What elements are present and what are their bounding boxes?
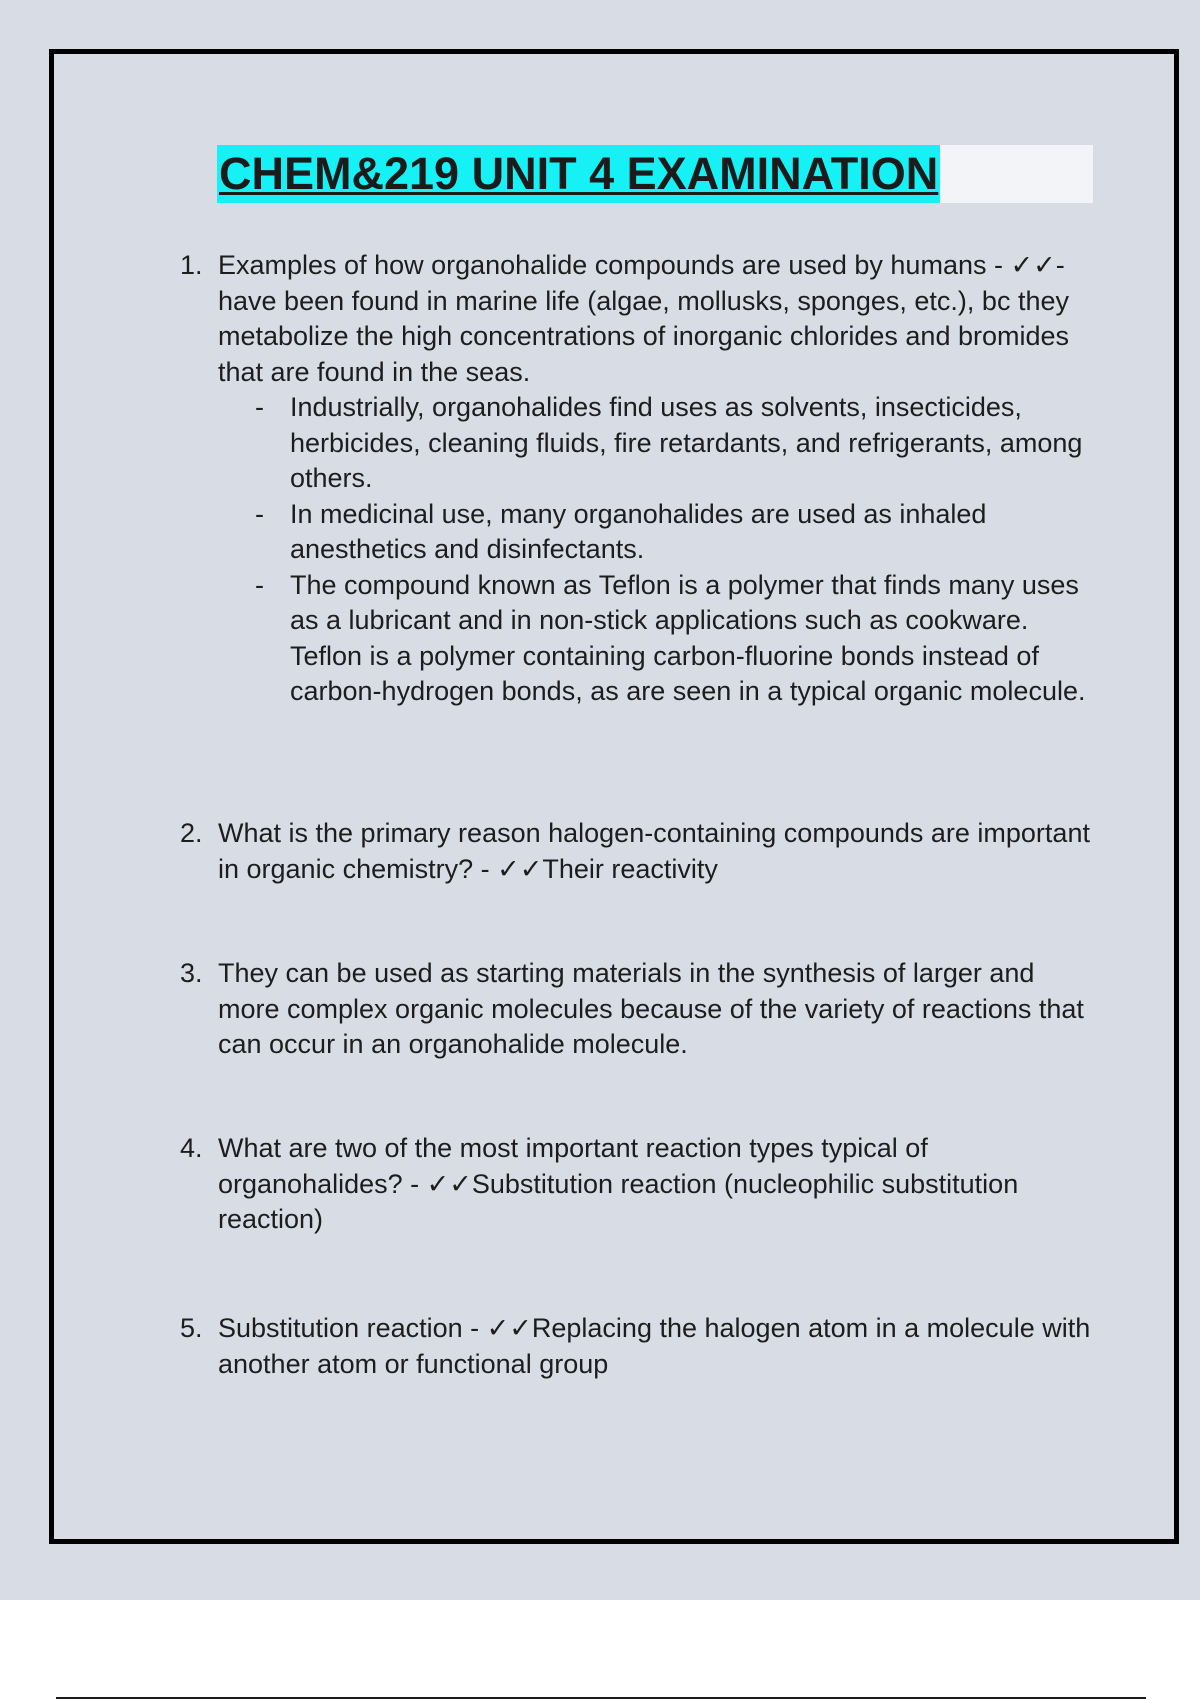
- footer-divider: [56, 1697, 1146, 1699]
- question-text: What is the primary reason halogen-containing compounds are important in organic chemistry? - ✓✓Their reactivity: [218, 818, 1090, 884]
- bullet-item: [180, 497, 1095, 568]
- bullet-text: Industrially, organohalides find uses as solvents, insecticides, herbicides, cleaning fluids, fire retardants, and refrigerants, among others.: [290, 392, 1083, 493]
- question-text: They can be used as starting materials in the synthesis of larger and more complex organic molecules because of the variety of reactions that can occur in an organohalide molecule.: [218, 958, 1084, 1059]
- question-number: 2.: [180, 818, 203, 848]
- bullet-item: [180, 568, 1095, 710]
- bullet-text: In medicinal use, many organohalides are used as inhaled anesthetics and disinfectants.: [290, 498, 987, 564]
- bullet-dash: -: [255, 569, 264, 600]
- question-5: [180, 1311, 1095, 1382]
- bullet-dash: -: [255, 498, 264, 529]
- title-banner: [217, 145, 1093, 203]
- question-text: Substitution reaction - ✓✓Replacing the halogen atom in a molecule with another atom or functional group: [218, 1313, 1091, 1379]
- question-number: 3.: [180, 958, 203, 988]
- question-number: 1.: [180, 250, 203, 280]
- question-text: Examples of how organohalide compounds are used by humans - ✓✓- have been found in marine life (algae, mollusks, sponges, etc.), bc they metabolize the high concentrations of inorganic chlorides and bromides that are found in the seas.: [218, 250, 1070, 387]
- question-text: What are two of the most important reaction types typical of organohalides? - ✓✓Substitution reaction (nucleophilic substitution reaction): [218, 1133, 1019, 1234]
- question-number: 5.: [180, 1313, 203, 1343]
- question-number: 4.: [180, 1133, 203, 1163]
- question-4: [180, 1131, 1095, 1238]
- bullet-text: The compound known as Teflon is a polymer that finds many uses as a lubricant and in non-stick applications such as cookware. Teflon is a polymer containing carbon-fluorine bonds instead of carbon-hydrogen bonds, as are seen in a typical organic molecule.: [290, 569, 1086, 706]
- document-title: CHEM&219 UNIT 4 EXAMINATION: [217, 145, 940, 203]
- bullet-item: [180, 390, 1095, 497]
- question-2: [180, 816, 1095, 887]
- question-3: [180, 956, 1095, 1063]
- bullet-dash: -: [255, 392, 264, 422]
- bullet-list: [218, 390, 1095, 710]
- question-1: [180, 248, 1095, 710]
